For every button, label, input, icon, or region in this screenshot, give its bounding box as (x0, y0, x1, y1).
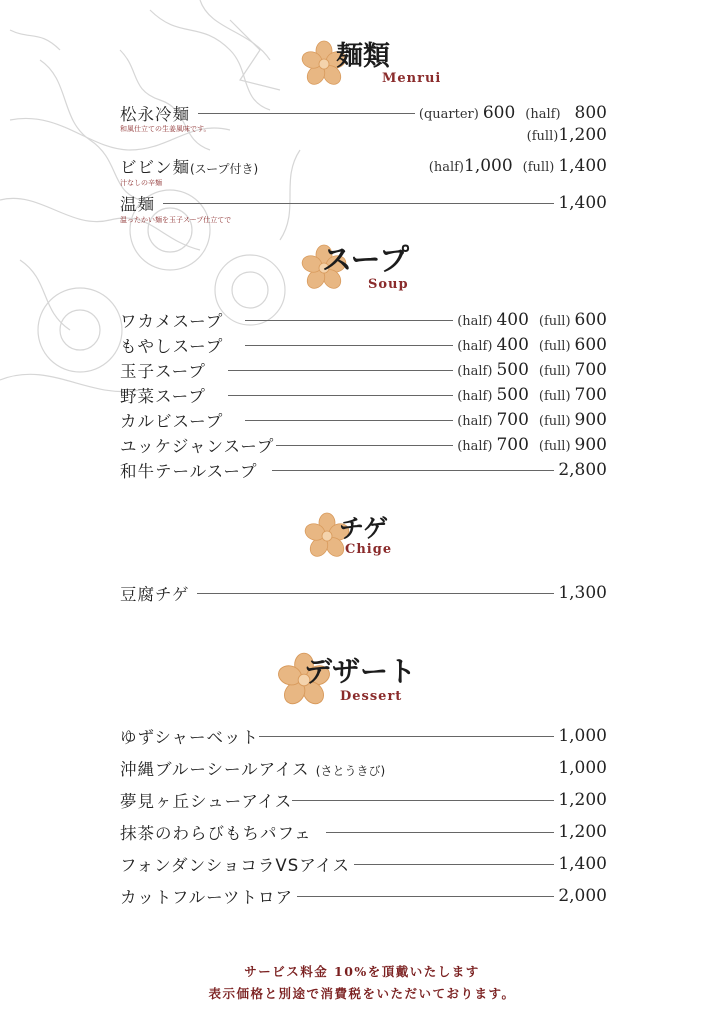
price-full: 900 (574, 435, 607, 455)
item-name: 夢見ヶ丘シューアイス (120, 792, 293, 811)
item-name: ワカメスープ (120, 312, 224, 331)
size-label: (half) (457, 414, 493, 429)
menu-item (120, 853, 607, 875)
item-prices (558, 726, 607, 746)
leader-line (197, 593, 554, 594)
price: 1,200 (558, 125, 607, 145)
price: 800 (574, 103, 607, 123)
section-header-dessert (276, 652, 416, 708)
price: 1,200 (558, 822, 607, 842)
item-name: 和牛テールスープ (120, 462, 258, 481)
menu-item (120, 155, 607, 177)
section-subtitle: Soup (368, 276, 409, 292)
menu-item (120, 409, 607, 431)
leader-line (228, 395, 453, 396)
item-prices (457, 385, 607, 405)
section-subtitle: Dessert (340, 688, 403, 704)
price-half: 400 (496, 335, 529, 355)
price-half: 500 (496, 385, 529, 405)
section-title: 麺類 (336, 41, 390, 72)
price-full: 900 (574, 410, 607, 430)
leader-line (292, 800, 554, 801)
item-prices-line2 (527, 125, 607, 145)
price-full: 700 (574, 360, 607, 380)
size-label: (half) (428, 160, 464, 175)
leader-line (245, 420, 453, 421)
size-label: (half) (525, 107, 561, 122)
item-prices (558, 193, 607, 213)
size-label: (half) (457, 339, 493, 354)
leader-line (198, 113, 415, 114)
tax-note: 表示価格と別途で消費税をいただいております。 (208, 986, 516, 1001)
item-name: カットフルーツトロア (120, 888, 294, 907)
price: 1,000 (558, 726, 607, 746)
price: 1,200 (558, 790, 607, 810)
section-subtitle: Menrui (382, 71, 442, 86)
item-prices (457, 360, 607, 380)
section-title: デザート (304, 654, 417, 688)
price: 1,400 (558, 156, 607, 176)
menu-item (120, 192, 607, 214)
leader-line (354, 864, 554, 865)
price: 600 (482, 103, 516, 123)
menu-item (120, 359, 607, 381)
leader-line (272, 470, 555, 471)
item-prices (558, 758, 607, 778)
size-label: (half) (457, 314, 493, 329)
price-half: 700 (496, 435, 529, 455)
item-prices (558, 822, 607, 842)
section-subtitle: Chige (345, 542, 393, 557)
item-name: もやしスープ (120, 337, 224, 356)
item-name-suffix: (さとうきび) (315, 764, 386, 778)
section-title: チゲ (339, 514, 389, 543)
menu-item (120, 582, 607, 604)
item-prices (558, 460, 607, 480)
leader-line (245, 320, 453, 321)
menu-item (120, 384, 607, 406)
size-label: (full) (526, 129, 559, 144)
section-header-chige (303, 512, 392, 560)
price: 1,400 (558, 854, 607, 874)
item-prices (558, 854, 607, 874)
menu-item (120, 725, 607, 747)
size-label: (half) (457, 364, 493, 379)
size-label: (full) (522, 160, 555, 175)
size-label: (half) (457, 389, 493, 404)
menu-item (120, 309, 607, 331)
size-label: (full) (538, 364, 571, 379)
item-name: ビビン麺(スープ付き) (120, 158, 259, 177)
size-label: (half) (457, 439, 493, 454)
price: 1,400 (558, 193, 607, 213)
price-half: 500 (496, 360, 529, 380)
item-note: 汁なしの辛麺 (120, 179, 162, 187)
section-header-soup (300, 244, 409, 292)
price: 1,000 (558, 758, 607, 778)
item-prices (457, 410, 607, 430)
leader-line (297, 896, 554, 897)
service-charge-note: サービス料金 10%を頂戴いたします (244, 964, 480, 979)
menu-item (120, 757, 607, 779)
price-full: 600 (574, 335, 607, 355)
price: 1,300 (558, 583, 607, 603)
menu-item (120, 334, 607, 356)
leader-line (228, 370, 453, 371)
item-prices (457, 335, 607, 355)
item-prices (419, 103, 607, 123)
item-name: 温麺 (120, 195, 155, 214)
price: 2,800 (558, 460, 607, 480)
leader-line (245, 345, 453, 346)
size-label: (full) (538, 389, 571, 404)
item-name: 豆腐チゲ (120, 585, 190, 604)
section-title: スープ (322, 242, 409, 278)
item-note: 温ったかい麺を玉子スープ仕立てで (120, 216, 232, 224)
item-note: 和風仕立ての生姜風味です。 (120, 125, 211, 133)
item-name: ゆずシャーベット (120, 728, 260, 747)
price-full: 700 (574, 385, 607, 405)
menu-item (120, 789, 607, 811)
item-name: ユッケジャンスープ (120, 437, 275, 456)
item-prices (558, 886, 607, 906)
menu-item (120, 885, 607, 907)
item-name: フォンダンショコラVSアイス (120, 856, 351, 875)
item-name: 野菜スープ (120, 387, 206, 406)
item-prices (558, 790, 607, 810)
item-prices (429, 156, 607, 176)
price-half: 700 (496, 410, 529, 430)
leader-line (276, 445, 453, 446)
leader-line (326, 832, 555, 833)
price: 2,000 (558, 886, 607, 906)
item-name: 松永冷麺 (120, 105, 190, 124)
size-label: (full) (538, 414, 571, 429)
menu-item (120, 459, 607, 481)
item-prices (558, 583, 607, 603)
leader-line (163, 203, 554, 204)
item-prices (457, 435, 607, 455)
price-full: 600 (574, 310, 607, 330)
size-label: (full) (538, 439, 571, 454)
item-prices (457, 310, 607, 330)
price-half: 400 (496, 310, 529, 330)
leader-line (259, 736, 554, 737)
menu-item (120, 821, 607, 843)
size-label: (quarter) (418, 107, 479, 122)
item-name-suffix: (スープ付き) (190, 162, 259, 176)
menu-item (120, 434, 607, 456)
price: 1,000 (464, 156, 513, 176)
item-name: カルビスープ (120, 412, 224, 431)
item-name: 抹茶のわらびもちパフェ (120, 824, 312, 843)
item-name: 玉子スープ (120, 362, 206, 381)
size-label: (full) (538, 339, 571, 354)
item-name: 沖縄ブルーシールアイス (さとうきび) (120, 760, 386, 779)
size-label: (full) (538, 314, 571, 329)
menu-item (120, 102, 607, 124)
section-header-menrui (300, 40, 441, 88)
